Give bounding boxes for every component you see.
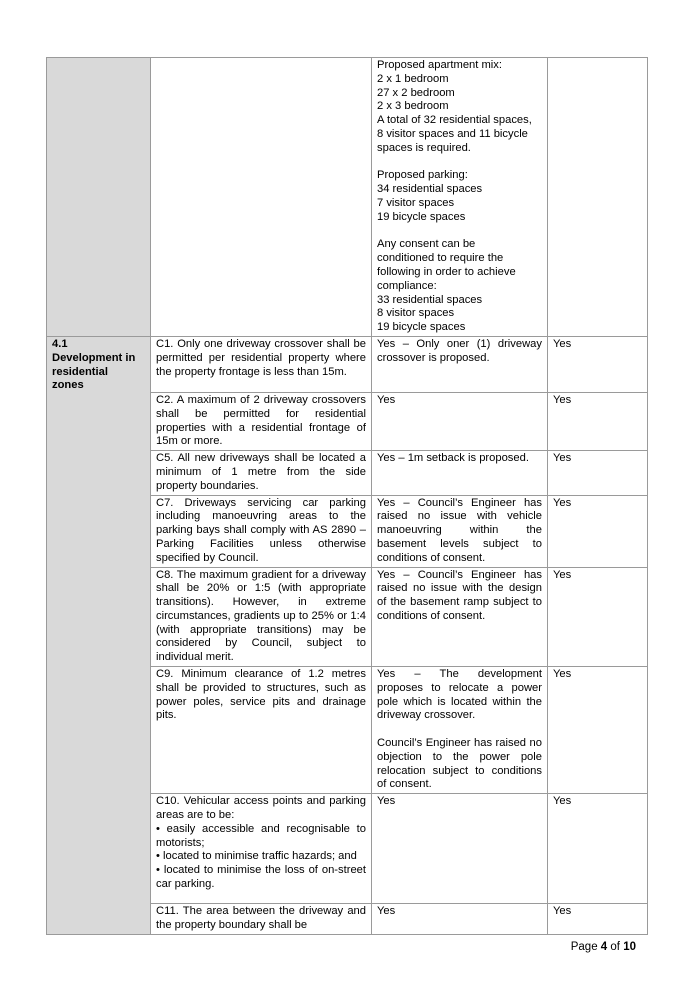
assessment-line: 2 x 3 bedroom: [377, 100, 449, 113]
assessment-line: 2 x 1 bedroom: [377, 72, 449, 85]
assessment-line: 8 visitor spaces: [377, 307, 455, 320]
section-title-line: zones: [52, 379, 84, 392]
complies-text: Yes: [548, 336, 648, 392]
assessment-text: Yes – 1m setback is proposed.: [372, 451, 548, 495]
assessment-cell: [372, 667, 548, 794]
assessment-line: compliance:: [377, 279, 437, 292]
page-total: 10: [623, 941, 636, 953]
complies-text: Yes: [548, 495, 648, 567]
control-text: C8. The maximum gradient for a driveway shall be 20% or 1:5 (with appropriate transitions). However, in extreme circumstances, gradients up to 25% or 1:4 (with appropriate transitions) may be considered by Council, subject to individual merit.: [151, 567, 372, 667]
compliance-table: [46, 57, 648, 935]
complies-text: Yes: [548, 451, 648, 495]
section-number: 4.1: [52, 337, 68, 350]
assessment-line: Proposed parking:: [377, 169, 468, 182]
blank-line: [377, 156, 542, 170]
assessment-text: Yes – Council’s Engineer has raised no issue with vehicle manoeuvring within the basement levels subject to conditions of consent.: [372, 495, 548, 567]
control-text: C11. The area between the driveway and the property boundary shall be: [151, 904, 372, 935]
assessment-text: Council’s Engineer has raised no objection to the power pole relocation subject to conditions of consent.: [377, 737, 546, 791]
assessment-text: Yes – Council’s Engineer has raised no issue with the design of the basement ramp subject to conditions of consent.: [372, 567, 548, 667]
assessment-line: Proposed apartment mix:: [377, 59, 502, 71]
complies-text: Yes: [548, 794, 648, 904]
assessment-line: 19 bicycle spaces: [377, 210, 466, 223]
assessment-line: following in order to achieve: [377, 265, 516, 278]
blank-line: [377, 723, 542, 737]
section-title-line: Development in: [52, 351, 136, 364]
page-number: 4: [600, 941, 608, 953]
table-row: [47, 58, 648, 337]
assessment-line: 7 visitor spaces: [377, 196, 455, 209]
complies-text: Yes: [548, 392, 648, 450]
assessment-text: Yes – The development proposes to relocate a power pole which is located within the driveway crossover.: [377, 668, 546, 722]
section-title-line: residential: [52, 365, 108, 378]
complies-text: Yes: [548, 667, 648, 794]
blank-line: [377, 225, 542, 239]
control-cell: [151, 58, 372, 337]
control-bullet: • located to minimise traffic hazards; and: [156, 850, 357, 863]
section-cell: [47, 58, 151, 337]
assessment-text: Yes: [372, 794, 548, 904]
assessment-line: 8 visitor spaces and 11 bicycle: [377, 127, 528, 140]
control-text: C2. A maximum of 2 driveway crossovers shall be permitted for residential properties with a residential frontage of 15m or more.: [151, 392, 372, 450]
control-bullet: • located to minimise the loss of on-street car parking.: [156, 864, 370, 891]
page-of: of: [610, 941, 620, 953]
assessment-line: A total of 32 residential spaces,: [377, 114, 532, 127]
complies-text: Yes: [548, 904, 648, 935]
control-text: C5. All new driveways shall be located a minimum of 1 metre from the side property boundaries.: [151, 451, 372, 495]
assessment-line: Any consent can be: [377, 238, 476, 251]
page-prefix: Page: [570, 941, 598, 953]
assessment-line: conditioned to require the: [377, 252, 504, 265]
assessment-text: Yes: [372, 904, 548, 935]
control-cell: [151, 794, 372, 904]
table-row: [47, 336, 648, 392]
control-line: C10. Vehicular access points and parking areas are to be:: [156, 795, 370, 822]
assessment-line: 27 x 2 bedroom: [377, 86, 455, 99]
assessment-line: spaces is required.: [377, 141, 471, 154]
control-text: C7. Driveways servicing car parking including manoeuvring areas to the parking bays shall comply with AS 2890 – Parking Facilities unless otherwise specified by Council.: [151, 495, 372, 567]
complies-cell: [548, 58, 648, 337]
section-heading-cell: [47, 336, 151, 934]
complies-text: Yes: [548, 567, 648, 667]
assessment-line: 34 residential spaces: [377, 183, 483, 196]
control-text: C9. Minimum clearance of 1.2 metres shall be provided to structures, such as power poles, service pits and drainage pits.: [151, 667, 372, 794]
page-footer: [571, 941, 636, 953]
control-text: C1. Only one driveway crossover shall be permitted per residential property where the property frontage is less than 15m.: [151, 336, 372, 392]
assessment-text: Yes: [372, 392, 548, 450]
assessment-line: 33 residential spaces: [377, 293, 483, 306]
assessment-line: 19 bicycle spaces: [377, 321, 466, 334]
assessment-cell: [372, 58, 548, 337]
assessment-text: Yes – Only oner (1) driveway crossover is proposed.: [372, 336, 548, 392]
control-bullet: • easily accessible and recognisable to motorists;: [156, 822, 370, 849]
